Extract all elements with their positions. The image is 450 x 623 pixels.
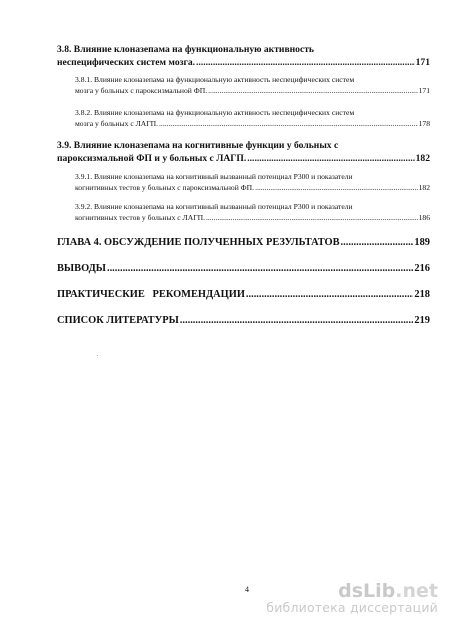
toc-page-number: 219 [414, 315, 430, 326]
toc-page-number: 182 [418, 183, 430, 192]
watermark-brand: dsLib [338, 580, 396, 602]
toc-page-number: 182 [415, 153, 430, 164]
toc-page-number: 171 [415, 57, 430, 68]
toc-entry-title-line2: неспецифических систем мозга. [57, 57, 196, 68]
toc-entry-3-8[interactable] [57, 43, 430, 69]
toc-entry-chapter-4[interactable] [57, 236, 430, 249]
dot-leader [341, 236, 414, 249]
toc-entry-title-line2: мозга у больных с пароксизмальной ФП. [75, 86, 208, 95]
dot-leader [206, 212, 418, 223]
toc-entry-title: ВЫВОДЫ [57, 263, 106, 274]
dot-leader [107, 262, 413, 275]
watermark-logo [266, 581, 438, 601]
toc-page-number: 218 [414, 289, 430, 300]
toc-entry-title: ПРАКТИЧЕСКИЕ РЕКОМЕНДАЦИИ [57, 289, 245, 300]
toc-entry-title-line1: 3.8.1. Влияние клоназепама на функциональную активность неспецифических систем [75, 75, 355, 84]
dot-leader [247, 152, 414, 165]
toc-entry-references[interactable] [57, 314, 430, 327]
dot-leader [208, 85, 417, 96]
dot-leader [180, 314, 414, 327]
dot-leader [196, 56, 415, 69]
watermark-tld: .net [395, 580, 438, 602]
dot-leader [246, 288, 414, 301]
toc-entry-title-line1: 3.9.2. Влияние клоназепама на когнитивный вызванный потенциал Р300 и показатели [75, 202, 353, 211]
toc-entry-title-line1: 3.8. Влияние клоназепама на функциональную активность [57, 44, 314, 55]
toc-entry-title: ГЛАВА 4. ОБСУЖДЕНИЕ ПОЛУЧЕННЫХ РЕЗУЛЬТАТОВ [57, 237, 340, 248]
toc-entry-title-line1: 3.9.1. Влияние клоназепама на когнитивный вызванный потенциал Р300 и показатели [75, 172, 353, 181]
toc-entry-3-8-2[interactable] [75, 107, 430, 129]
toc-entry-title: СПИСОК ЛИТЕРАТУРЫ [57, 315, 179, 326]
toc-entry-3-9-2[interactable] [75, 201, 430, 223]
toc-entry-3-8-1[interactable] [75, 74, 430, 96]
toc-entry-title-line2: пароксизмальной ФП и у больных с ЛАГП. [57, 153, 247, 164]
toc-page-number: 178 [418, 119, 430, 128]
page-number: 4 [245, 585, 249, 594]
toc-entry-3-9-1[interactable] [75, 171, 430, 193]
toc-page-number: 216 [414, 263, 430, 274]
watermark-subtitle: библиотека диссертаций [266, 600, 438, 615]
toc-entry-title-line2: мозга у больных с ЛАГП. [75, 119, 159, 128]
toc-page-number: 171 [418, 86, 430, 95]
scan-speck [97, 355, 98, 356]
toc-entry-conclusions[interactable] [57, 262, 430, 275]
toc-entry-recommendations[interactable] [57, 288, 430, 301]
toc-entry-title-line1: 3.9. Влияние клоназепама на когнитивные функции у больных с [57, 140, 339, 151]
toc-page-number: 186 [418, 213, 430, 222]
toc-page-number: 189 [414, 237, 430, 248]
dot-leader [255, 182, 418, 193]
watermark [266, 581, 438, 615]
toc-entry-title-line2: когнитивных тестов у больных с пароксизмальной ФП. [75, 183, 255, 192]
toc-entry-title-line2: когнитивных тестов у больных с ЛАГП. [75, 213, 205, 222]
dot-leader [159, 118, 418, 129]
toc-entry-title-line1: 3.8.2. Влияние клоназепама на функциональную активность неспецифических систем [75, 108, 355, 117]
toc-entry-3-9[interactable] [57, 139, 430, 165]
